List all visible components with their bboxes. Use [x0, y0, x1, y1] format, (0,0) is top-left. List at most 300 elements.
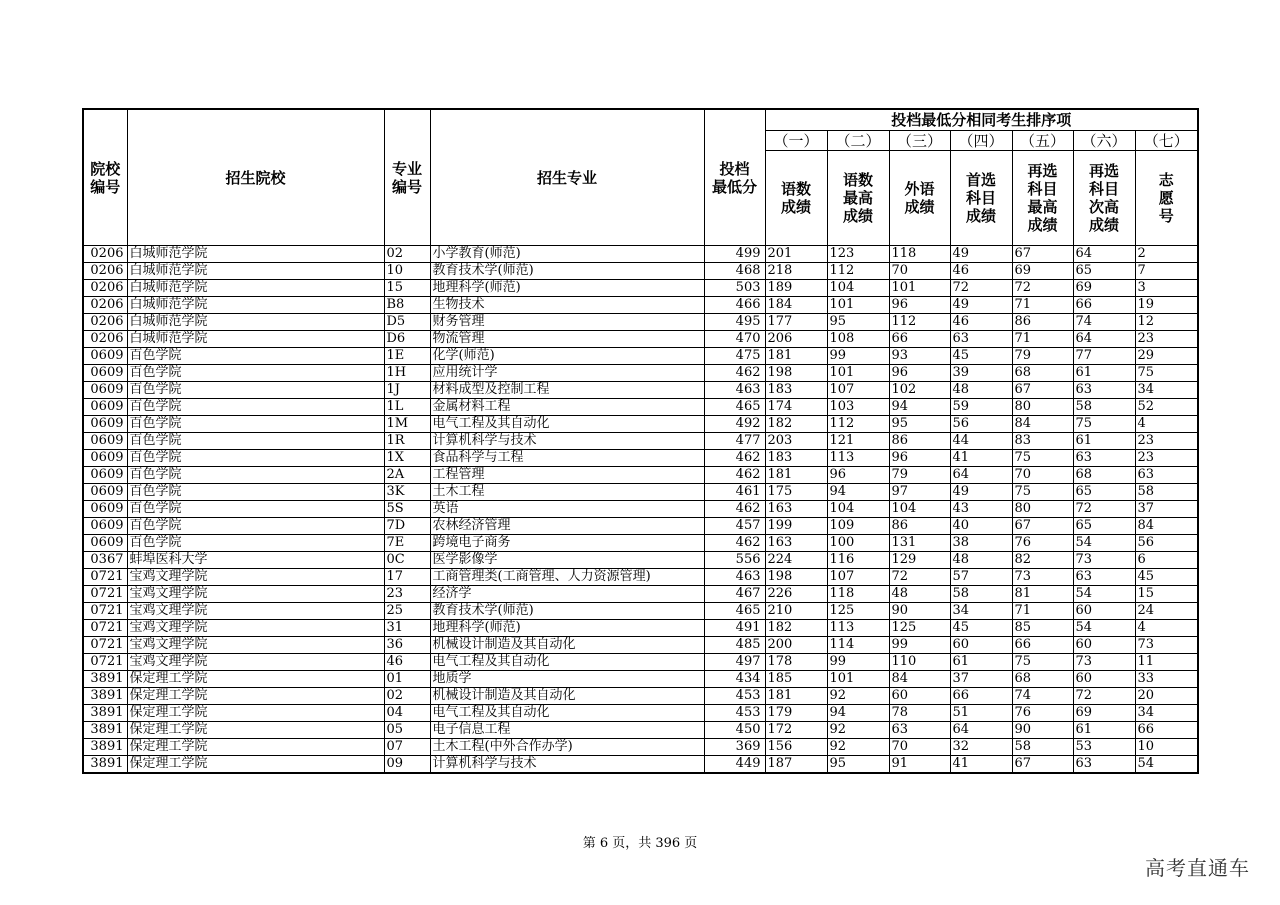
table-row	[83, 280, 1198, 297]
cell-sort-7: 56	[1135, 535, 1198, 552]
cell-sort-4: 46	[950, 314, 1012, 331]
cell-sort-2: 95	[827, 314, 889, 331]
cell-sort-3: 99	[889, 637, 950, 654]
header-sort-index: （七）	[1135, 131, 1198, 151]
cell-sort-3: 97	[889, 484, 950, 501]
cell-sort-1: 189	[765, 280, 827, 297]
cell-sort-6: 60	[1073, 637, 1135, 654]
cell-sort-1: 163	[765, 501, 827, 518]
cell-sort-7: 23	[1135, 450, 1198, 467]
cell-school-name: 宝鸡文理学院	[127, 603, 384, 620]
cell-school-name: 保定理工学院	[127, 739, 384, 756]
cell-sort-3: 118	[889, 246, 950, 263]
cell-school-code: 3891	[83, 671, 127, 688]
cell-school-code: 0609	[83, 535, 127, 552]
cell-major-code: 17	[384, 569, 430, 586]
cell-school-code: 0721	[83, 620, 127, 637]
cell-school-name: 白城师范学院	[127, 246, 384, 263]
cell-major-code: 2A	[384, 467, 430, 484]
cell-sort-2: 116	[827, 552, 889, 569]
cell-sort-7: 11	[1135, 654, 1198, 671]
cell-sort-1: 172	[765, 722, 827, 739]
cell-sort-4: 61	[950, 654, 1012, 671]
table-row	[83, 603, 1198, 620]
cell-school-name: 百色学院	[127, 450, 384, 467]
cell-major-code: 46	[384, 654, 430, 671]
table-row	[83, 739, 1198, 756]
cell-sort-1: 175	[765, 484, 827, 501]
cell-major-code: 1J	[384, 382, 430, 399]
cell-min-score: 503	[704, 280, 765, 297]
cell-sort-2: 113	[827, 620, 889, 637]
cell-sort-5: 80	[1012, 501, 1073, 518]
table-row	[83, 535, 1198, 552]
cell-min-score: 470	[704, 331, 765, 348]
cell-sort-2: 99	[827, 654, 889, 671]
cell-school-code: 3891	[83, 705, 127, 722]
header-sort-label	[889, 151, 950, 246]
cell-major-code: 15	[384, 280, 430, 297]
cell-school-name: 宝鸡文理学院	[127, 637, 384, 654]
cell-school-name: 白城师范学院	[127, 280, 384, 297]
cell-sort-6: 65	[1073, 263, 1135, 280]
cell-sort-6: 73	[1073, 654, 1135, 671]
cell-sort-2: 92	[827, 722, 889, 739]
cell-school-code: 0609	[83, 399, 127, 416]
cell-sort-5: 68	[1012, 365, 1073, 382]
cell-sort-5: 83	[1012, 433, 1073, 450]
cell-major-code: 1X	[384, 450, 430, 467]
cell-sort-1: 156	[765, 739, 827, 756]
cell-sort-2: 107	[827, 382, 889, 399]
cell-sort-4: 44	[950, 433, 1012, 450]
table-row	[83, 433, 1198, 450]
cell-sort-5: 73	[1012, 569, 1073, 586]
cell-sort-1: 187	[765, 756, 827, 774]
cell-school-code: 0206	[83, 280, 127, 297]
cell-sort-6: 61	[1073, 722, 1135, 739]
cell-sort-3: 102	[889, 382, 950, 399]
cell-sort-3: 86	[889, 518, 950, 535]
cell-sort-3: 125	[889, 620, 950, 637]
cell-sort-2: 92	[827, 688, 889, 705]
cell-sort-3: 79	[889, 467, 950, 484]
cell-major-name: 电气工程及其自动化	[430, 654, 704, 671]
cell-sort-4: 48	[950, 552, 1012, 569]
header-sort-label	[1012, 151, 1073, 246]
cell-sort-4: 59	[950, 399, 1012, 416]
cell-sort-3: 63	[889, 722, 950, 739]
cell-sort-4: 45	[950, 620, 1012, 637]
cell-school-name: 百色学院	[127, 484, 384, 501]
cell-major-name: 电气工程及其自动化	[430, 705, 704, 722]
cell-sort-4: 40	[950, 518, 1012, 535]
cell-sort-5: 90	[1012, 722, 1073, 739]
cell-sort-2: 109	[827, 518, 889, 535]
cell-sort-4: 41	[950, 756, 1012, 774]
header-sort-index: （四）	[950, 131, 1012, 151]
cell-sort-6: 61	[1073, 433, 1135, 450]
cell-sort-6: 65	[1073, 484, 1135, 501]
cell-min-score: 461	[704, 484, 765, 501]
cell-major-name: 电子信息工程	[430, 722, 704, 739]
cell-sort-3: 86	[889, 433, 950, 450]
cell-sort-5: 58	[1012, 739, 1073, 756]
cell-major-name: 电气工程及其自动化	[430, 416, 704, 433]
cell-major-code: D6	[384, 331, 430, 348]
header-sort-index: （三）	[889, 131, 950, 151]
cell-sort-5: 75	[1012, 484, 1073, 501]
cell-sort-5: 75	[1012, 654, 1073, 671]
cell-sort-4: 43	[950, 501, 1012, 518]
cell-sort-7: 3	[1135, 280, 1198, 297]
cell-sort-7: 23	[1135, 433, 1198, 450]
cell-major-name: 医学影像学	[430, 552, 704, 569]
cell-sort-2: 96	[827, 467, 889, 484]
cell-school-code: 0721	[83, 569, 127, 586]
cell-school-code: 0609	[83, 382, 127, 399]
header-sort-label	[827, 151, 889, 246]
table-row	[83, 382, 1198, 399]
cell-sort-4: 64	[950, 722, 1012, 739]
cell-sort-3: 95	[889, 416, 950, 433]
cell-sort-1: 210	[765, 603, 827, 620]
cell-sort-5: 74	[1012, 688, 1073, 705]
table-row	[83, 501, 1198, 518]
cell-school-name: 百色学院	[127, 382, 384, 399]
cell-major-code: 31	[384, 620, 430, 637]
cell-sort-4: 49	[950, 246, 1012, 263]
cell-major-code: 09	[384, 756, 430, 774]
cell-sort-4: 48	[950, 382, 1012, 399]
cell-sort-4: 32	[950, 739, 1012, 756]
cell-sort-6: 64	[1073, 246, 1135, 263]
table-row	[83, 688, 1198, 705]
header-sort-group: 投档最低分相同考生排序项	[765, 109, 1198, 131]
cell-sort-1: 201	[765, 246, 827, 263]
cell-sort-2: 113	[827, 450, 889, 467]
cell-sort-5: 82	[1012, 552, 1073, 569]
cell-min-score: 499	[704, 246, 765, 263]
table-row	[83, 484, 1198, 501]
cell-min-score: 556	[704, 552, 765, 569]
table-row	[83, 586, 1198, 603]
cell-sort-3: 96	[889, 450, 950, 467]
cell-sort-7: 34	[1135, 382, 1198, 399]
cell-school-name: 保定理工学院	[127, 722, 384, 739]
cell-school-name: 百色学院	[127, 433, 384, 450]
cell-school-code: 0206	[83, 297, 127, 314]
cell-major-code: 07	[384, 739, 430, 756]
cell-major-code: 3K	[384, 484, 430, 501]
cell-major-name: 土木工程(中外合作办学)	[430, 739, 704, 756]
cell-major-name: 工程管理	[430, 467, 704, 484]
cell-sort-7: 15	[1135, 586, 1198, 603]
cell-sort-6: 69	[1073, 280, 1135, 297]
cell-sort-7: 4	[1135, 620, 1198, 637]
cell-school-name: 保定理工学院	[127, 705, 384, 722]
cell-min-score: 463	[704, 382, 765, 399]
cell-sort-7: 2	[1135, 246, 1198, 263]
cell-sort-1: 199	[765, 518, 827, 535]
cell-major-name: 地质学	[430, 671, 704, 688]
cell-min-score: 462	[704, 501, 765, 518]
cell-sort-6: 60	[1073, 671, 1135, 688]
table-row	[83, 671, 1198, 688]
header-sort-index: （二）	[827, 131, 889, 151]
cell-min-score: 466	[704, 297, 765, 314]
cell-school-code: 0367	[83, 552, 127, 569]
cell-sort-2: 99	[827, 348, 889, 365]
cell-sort-7: 6	[1135, 552, 1198, 569]
header-sort-index: （一）	[765, 131, 827, 151]
cell-major-code: 02	[384, 246, 430, 263]
cell-sort-6: 63	[1073, 450, 1135, 467]
cell-sort-3: 48	[889, 586, 950, 603]
cell-sort-7: 19	[1135, 297, 1198, 314]
cell-major-name: 农林经济管理	[430, 518, 704, 535]
cell-school-code: 0609	[83, 518, 127, 535]
cell-sort-6: 53	[1073, 739, 1135, 756]
cell-school-code: 0206	[83, 331, 127, 348]
table-row	[83, 331, 1198, 348]
cell-sort-5: 67	[1012, 756, 1073, 774]
cell-sort-6: 60	[1073, 603, 1135, 620]
cell-major-name: 教育技术学(师范)	[430, 603, 704, 620]
cell-sort-2: 92	[827, 739, 889, 756]
cell-sort-4: 41	[950, 450, 1012, 467]
page-number: 第 6 页，共 396 页	[582, 836, 698, 851]
cell-sort-1: 185	[765, 671, 827, 688]
cell-sort-7: 54	[1135, 756, 1198, 774]
cell-min-score: 369	[704, 739, 765, 756]
cell-sort-6: 72	[1073, 688, 1135, 705]
cell-sort-6: 63	[1073, 756, 1135, 774]
cell-sort-2: 94	[827, 705, 889, 722]
cell-sort-3: 131	[889, 535, 950, 552]
cell-sort-3: 60	[889, 688, 950, 705]
cell-school-name: 百色学院	[127, 501, 384, 518]
table-row	[83, 552, 1198, 569]
cell-sort-7: 63	[1135, 467, 1198, 484]
cell-sort-7: 66	[1135, 722, 1198, 739]
cell-major-name: 英语	[430, 501, 704, 518]
cell-sort-2: 94	[827, 484, 889, 501]
cell-sort-7: 73	[1135, 637, 1198, 654]
cell-school-name: 百色学院	[127, 416, 384, 433]
cell-sort-6: 63	[1073, 569, 1135, 586]
header-sort-label-text: 语数 最高 成绩	[842, 171, 873, 225]
header-sort-label	[1135, 151, 1198, 246]
cell-major-code: 7E	[384, 535, 430, 552]
header-major-code: 专业 编号	[384, 109, 430, 246]
cell-sort-1: 179	[765, 705, 827, 722]
cell-school-name: 百色学院	[127, 467, 384, 484]
cell-sort-5: 85	[1012, 620, 1073, 637]
cell-sort-7: 12	[1135, 314, 1198, 331]
cell-sort-3: 93	[889, 348, 950, 365]
cell-school-name: 白城师范学院	[127, 263, 384, 280]
cell-major-name: 化学(师范)	[430, 348, 704, 365]
table-row	[83, 263, 1198, 280]
cell-sort-7: 29	[1135, 348, 1198, 365]
header-major-name: 招生专业	[430, 109, 704, 246]
cell-sort-1: 181	[765, 348, 827, 365]
table-row	[83, 365, 1198, 382]
cell-min-score: 467	[704, 586, 765, 603]
cell-school-code: 0609	[83, 433, 127, 450]
header-sort-label	[765, 151, 827, 246]
cell-sort-4: 64	[950, 467, 1012, 484]
cell-sort-3: 101	[889, 280, 950, 297]
cell-sort-1: 206	[765, 331, 827, 348]
table-row	[83, 654, 1198, 671]
cell-sort-6: 64	[1073, 331, 1135, 348]
cell-min-score: 453	[704, 705, 765, 722]
cell-major-code: 1E	[384, 348, 430, 365]
cell-sort-5: 68	[1012, 671, 1073, 688]
cell-sort-6: 68	[1073, 467, 1135, 484]
cell-sort-5: 81	[1012, 586, 1073, 603]
cell-min-score: 434	[704, 671, 765, 688]
cell-sort-1: 181	[765, 467, 827, 484]
cell-school-code: 0721	[83, 654, 127, 671]
cell-sort-6: 69	[1073, 705, 1135, 722]
cell-school-name: 白城师范学院	[127, 331, 384, 348]
cell-major-name: 生物技术	[430, 297, 704, 314]
admission-score-table	[82, 108, 1199, 774]
cell-sort-4: 46	[950, 263, 1012, 280]
cell-major-name: 计算机科学与技术	[430, 433, 704, 450]
header-sort-label-text: 志 愿 号	[1158, 171, 1174, 225]
cell-sort-5: 76	[1012, 535, 1073, 552]
cell-major-code: 1L	[384, 399, 430, 416]
cell-sort-3: 84	[889, 671, 950, 688]
cell-major-name: 跨境电子商务	[430, 535, 704, 552]
cell-major-code: 04	[384, 705, 430, 722]
cell-school-name: 百色学院	[127, 518, 384, 535]
cell-sort-5: 67	[1012, 518, 1073, 535]
cell-sort-6: 72	[1073, 501, 1135, 518]
cell-sort-2: 101	[827, 297, 889, 314]
cell-sort-5: 70	[1012, 467, 1073, 484]
cell-sort-2: 123	[827, 246, 889, 263]
cell-major-code: 0C	[384, 552, 430, 569]
cell-sort-1: 203	[765, 433, 827, 450]
cell-min-score: 450	[704, 722, 765, 739]
cell-sort-7: 10	[1135, 739, 1198, 756]
cell-school-name: 百色学院	[127, 365, 384, 382]
cell-sort-7: 23	[1135, 331, 1198, 348]
cell-sort-1: 178	[765, 654, 827, 671]
table-row	[83, 569, 1198, 586]
cell-sort-3: 78	[889, 705, 950, 722]
cell-sort-3: 91	[889, 756, 950, 774]
table-row	[83, 399, 1198, 416]
cell-school-name: 保定理工学院	[127, 671, 384, 688]
table-row	[83, 518, 1198, 535]
cell-sort-7: 52	[1135, 399, 1198, 416]
cell-major-code: 1M	[384, 416, 430, 433]
table-row	[83, 314, 1198, 331]
cell-sort-2: 95	[827, 756, 889, 774]
cell-sort-3: 70	[889, 739, 950, 756]
cell-major-name: 教育技术学(师范)	[430, 263, 704, 280]
header-sort-label	[1073, 151, 1135, 246]
cell-sort-3: 112	[889, 314, 950, 331]
cell-sort-2: 104	[827, 501, 889, 518]
cell-sort-5: 79	[1012, 348, 1073, 365]
cell-sort-5: 69	[1012, 263, 1073, 280]
cell-school-code: 0721	[83, 603, 127, 620]
cell-sort-1: 224	[765, 552, 827, 569]
cell-major-name: 土木工程	[430, 484, 704, 501]
header-sort-label	[950, 151, 1012, 246]
cell-min-score: 465	[704, 603, 765, 620]
header-sort-label-text: 首选 科目 成绩	[965, 171, 996, 225]
cell-sort-4: 37	[950, 671, 1012, 688]
cell-sort-1: 182	[765, 416, 827, 433]
cell-sort-7: 45	[1135, 569, 1198, 586]
header-sort-label-text: 再选 科目 最高 成绩	[1027, 162, 1058, 234]
cell-min-score: 462	[704, 365, 765, 382]
cell-sort-4: 72	[950, 280, 1012, 297]
cell-sort-2: 107	[827, 569, 889, 586]
header-sort-index: （五）	[1012, 131, 1073, 151]
cell-major-name: 工商管理类(工商管理、人力资源管理)	[430, 569, 704, 586]
cell-sort-4: 57	[950, 569, 1012, 586]
cell-school-name: 宝鸡文理学院	[127, 620, 384, 637]
cell-sort-6: 61	[1073, 365, 1135, 382]
cell-sort-2: 125	[827, 603, 889, 620]
table-row	[83, 297, 1198, 314]
cell-min-score: 485	[704, 637, 765, 654]
cell-school-name: 白城师范学院	[127, 297, 384, 314]
cell-major-name: 财务管理	[430, 314, 704, 331]
cell-sort-5: 71	[1012, 297, 1073, 314]
cell-major-name: 机械设计制造及其自动化	[430, 637, 704, 654]
cell-sort-5: 71	[1012, 603, 1073, 620]
cell-school-code: 0721	[83, 637, 127, 654]
cell-major-name: 机械设计制造及其自动化	[430, 688, 704, 705]
table-row	[83, 705, 1198, 722]
cell-min-score: 449	[704, 756, 765, 774]
cell-min-score: 497	[704, 654, 765, 671]
cell-sort-3: 96	[889, 365, 950, 382]
cell-school-name: 蚌埠医科大学	[127, 552, 384, 569]
cell-min-score: 491	[704, 620, 765, 637]
cell-sort-5: 67	[1012, 382, 1073, 399]
cell-school-code: 3891	[83, 688, 127, 705]
cell-sort-3: 104	[889, 501, 950, 518]
cell-sort-1: 198	[765, 569, 827, 586]
cell-school-code: 0206	[83, 246, 127, 263]
cell-sort-2: 100	[827, 535, 889, 552]
cell-major-name: 物流管理	[430, 331, 704, 348]
cell-sort-1: 183	[765, 450, 827, 467]
cell-sort-4: 39	[950, 365, 1012, 382]
cell-min-score: 477	[704, 433, 765, 450]
table-row	[83, 416, 1198, 433]
cell-sort-3: 94	[889, 399, 950, 416]
header-min-score: 投档 最低分	[704, 109, 765, 246]
cell-sort-6: 74	[1073, 314, 1135, 331]
header-sort-label-text: 再选 科目 次高 成绩	[1088, 162, 1119, 234]
cell-sort-4: 51	[950, 705, 1012, 722]
cell-school-code: 3891	[83, 739, 127, 756]
cell-sort-4: 45	[950, 348, 1012, 365]
cell-sort-7: 7	[1135, 263, 1198, 280]
